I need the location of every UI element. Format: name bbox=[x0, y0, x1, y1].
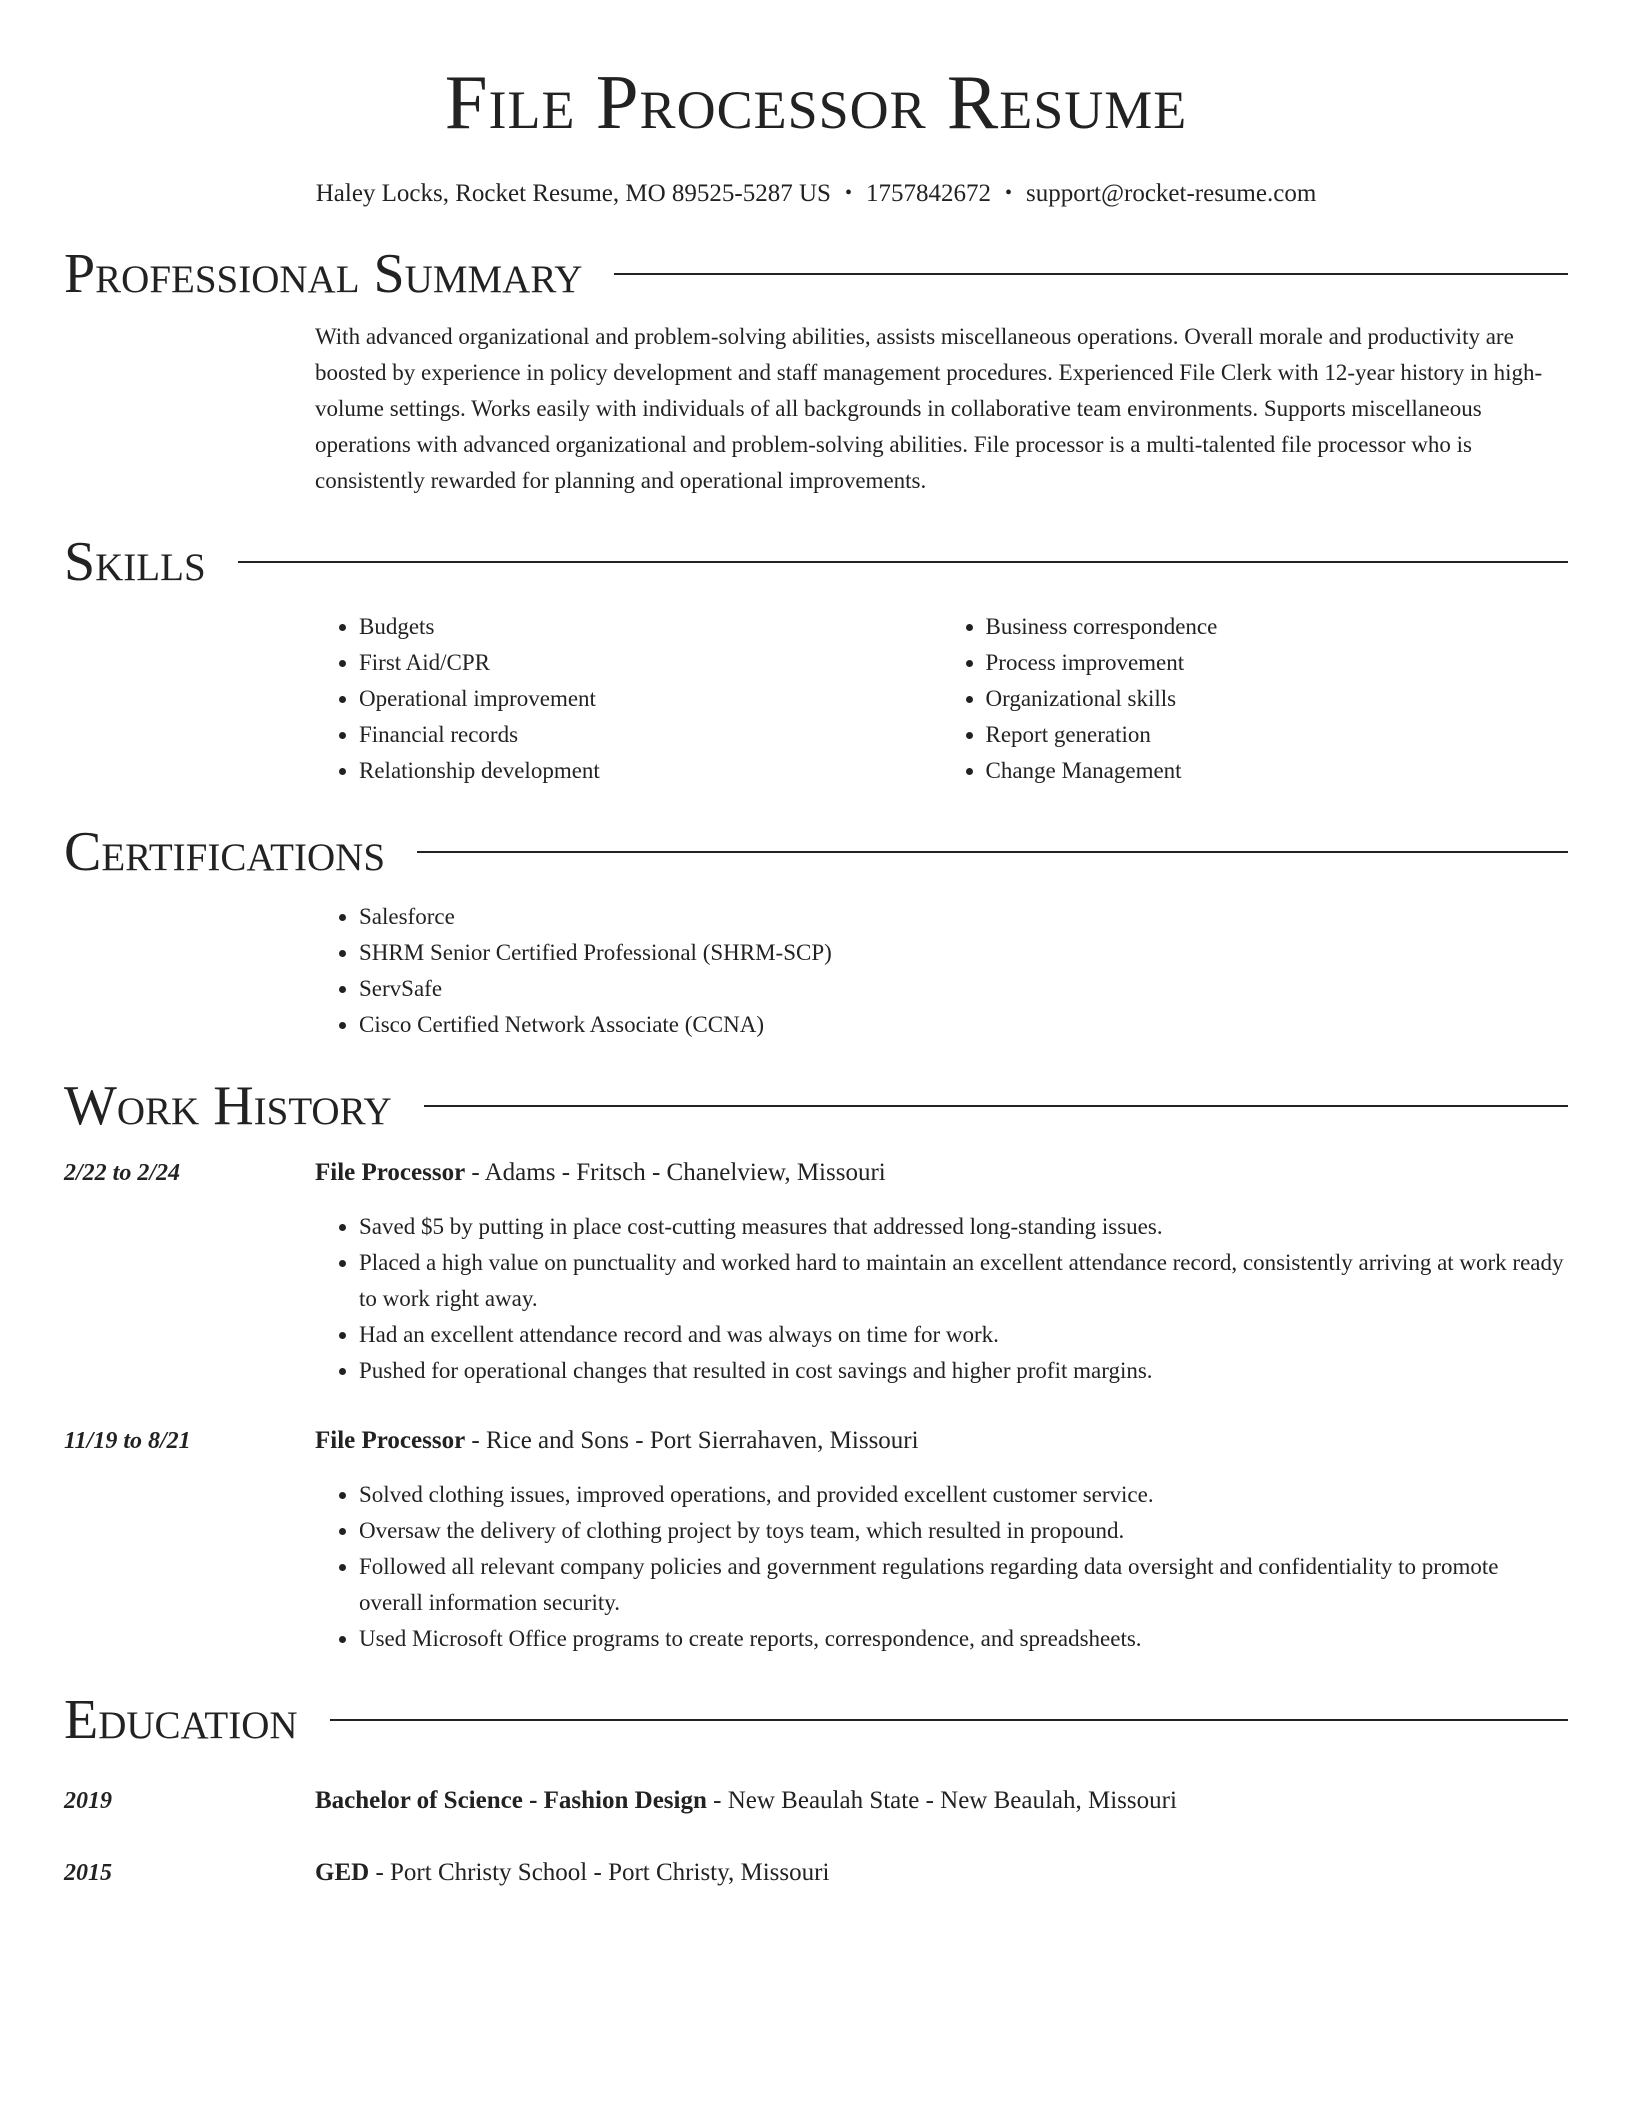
skill-item: • Report generation bbox=[986, 717, 1569, 753]
section-divider bbox=[417, 851, 1568, 853]
education-section-header bbox=[64, 1687, 1568, 1753]
separator-dot: • bbox=[1004, 182, 1012, 204]
job-bullet: • Solved clothing issues, improved operations, and provided excellent customer service. bbox=[359, 1477, 1568, 1513]
section-divider bbox=[614, 273, 1568, 275]
job-entry bbox=[64, 1155, 1568, 1389]
certification-item: • ServSafe bbox=[359, 971, 1568, 1007]
skills-grid bbox=[315, 609, 1568, 789]
skill-item: • Financial records bbox=[359, 717, 942, 753]
summary-section-header bbox=[64, 241, 1568, 307]
job-bullets bbox=[315, 1209, 1568, 1389]
skill-item: • Relationship development bbox=[359, 753, 942, 789]
certifications-heading: Certifications bbox=[64, 821, 386, 883]
section-divider bbox=[330, 1719, 1568, 1721]
job-dates: 11/19 to 8/21 bbox=[64, 1428, 191, 1454]
contact-line bbox=[64, 178, 1568, 211]
work-history-heading: Work History bbox=[64, 1075, 392, 1137]
work-history-section-header bbox=[64, 1073, 1568, 1139]
job-bullet: • Placed a high value on punctuality and worked hard to maintain an excellent attendance record, consistently arriving at work ready to work right away. bbox=[359, 1245, 1568, 1317]
education-year: 2015 bbox=[64, 1860, 112, 1886]
education-entry bbox=[64, 1783, 1568, 1819]
education-line bbox=[315, 1783, 1177, 1819]
summary-text: With advanced organizational and problem-solving abilities, assists miscellaneous operations. Overall morale and productivity are boosted by experience in policy development and staff management procedures. Experienced File Clerk with 12-year history in high-volume settings. Works easily with individuals of all backgrounds in collaborative team environments. Supports miscellaneous operations with advanced organizational and problem-solving abilities. File processor is a multi-talented file processor who is consistently rewarded for planning and operational improvements. bbox=[315, 324, 1543, 493]
skill-item: • First Aid/CPR bbox=[359, 645, 942, 681]
job-bullet: • Had an excellent attendance record and was always on time for work. bbox=[359, 1317, 1568, 1353]
job-bullet: • Pushed for operational changes that resulted in cost savings and higher profit margins. bbox=[359, 1353, 1568, 1389]
contact-phone: 1757842672 bbox=[865, 180, 991, 207]
education-school: - Port Christy School - Port Christy, Missouri bbox=[369, 1859, 830, 1886]
skill-item: • Budgets bbox=[359, 609, 942, 645]
job-title-line bbox=[315, 1423, 1568, 1459]
job-title: File Processor bbox=[315, 1427, 466, 1454]
job-bullet: • Followed all relevant company policies and government regulations regarding data oversight and confidentiality to promote overall information security. bbox=[359, 1549, 1568, 1621]
job-bullets bbox=[315, 1477, 1568, 1657]
separator-dot: • bbox=[844, 182, 852, 204]
skill-item: • Process improvement bbox=[986, 645, 1569, 681]
skill-item: • Operational improvement bbox=[359, 681, 942, 717]
certifications-list bbox=[315, 899, 1568, 1043]
skill-item: • Business correspondence bbox=[986, 609, 1569, 645]
certification-item: • SHRM Senior Certified Professional (SHRM-SCP) bbox=[359, 935, 1568, 971]
section-divider bbox=[238, 561, 1568, 563]
job-body bbox=[315, 1155, 1568, 1389]
job-bullet: • Used Microsoft Office programs to create reports, correspondence, and spreadsheets. bbox=[359, 1621, 1568, 1657]
certifications-section-header bbox=[64, 819, 1568, 885]
job-employer: - Adams - Fritsch - Chanelview, Missouri bbox=[465, 1159, 886, 1186]
section-divider bbox=[424, 1105, 1568, 1107]
job-bullet: • Saved $5 by putting in place cost-cutting measures that addressed long-standing issues. bbox=[359, 1209, 1568, 1245]
skills-right-list bbox=[942, 609, 1569, 789]
education-degree: GED bbox=[315, 1859, 370, 1886]
education-entry bbox=[64, 1855, 1568, 1891]
job-bullet: • Oversaw the delivery of clothing project by toys team, which resulted in propound. bbox=[359, 1513, 1568, 1549]
skills-section-header bbox=[64, 529, 1568, 595]
education-school: - New Beaulah State - New Beaulah, Missouri bbox=[706, 1787, 1177, 1814]
certification-item: • Cisco Certified Network Associate (CCNA) bbox=[359, 1007, 1568, 1043]
job-dates: 2/22 to 2/24 bbox=[64, 1160, 181, 1186]
job-title-line bbox=[315, 1155, 1568, 1191]
skill-item: • Organizational skills bbox=[986, 681, 1569, 717]
education-heading: Education bbox=[64, 1689, 298, 1751]
certification-item: • Salesforce bbox=[359, 899, 1568, 935]
page-title: File Processor Resume bbox=[444, 59, 1188, 145]
job-entry bbox=[64, 1423, 1568, 1657]
contact-email: support@rocket-resume.com bbox=[1025, 180, 1317, 207]
job-body bbox=[315, 1423, 1568, 1657]
education-line bbox=[315, 1855, 829, 1891]
skills-left-list bbox=[315, 609, 942, 789]
skills-heading: Skills bbox=[64, 531, 206, 593]
certifications-block bbox=[315, 899, 1568, 1043]
contact-address: Haley Locks, Rocket Resume, MO 89525-5287 US bbox=[315, 180, 831, 207]
education-year: 2019 bbox=[64, 1788, 112, 1814]
job-employer: - Rice and Sons - Port Sierrahaven, Missouri bbox=[465, 1427, 919, 1454]
skill-item: • Change Management bbox=[986, 753, 1569, 789]
summary-heading: Professional Summary bbox=[64, 243, 583, 305]
job-title: File Processor bbox=[315, 1159, 466, 1186]
education-degree: Bachelor of Science - Fashion Design bbox=[315, 1787, 707, 1814]
